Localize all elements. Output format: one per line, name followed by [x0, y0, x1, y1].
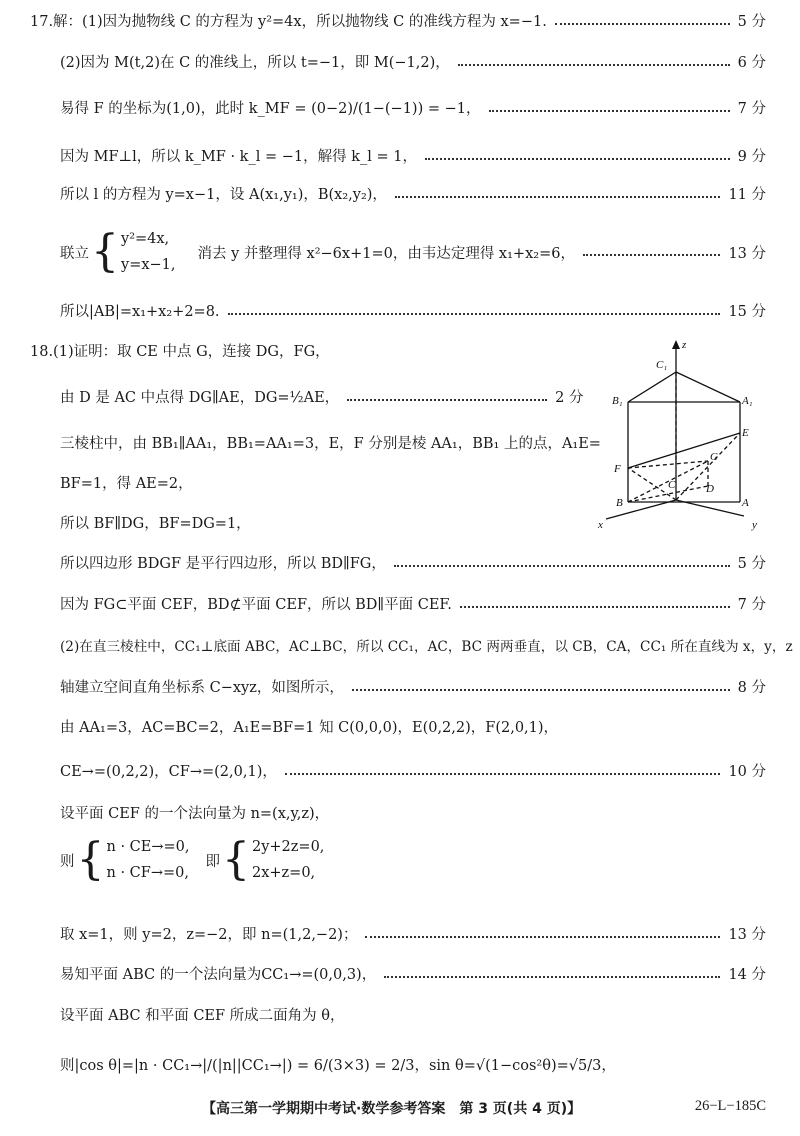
label-c: C	[668, 479, 676, 491]
line-18-2: 由 D 是 AC 中点得 DG∥AE，DG=½AE， 2 分	[60, 386, 584, 407]
line-18-1: 18.(1)证明：取 CE 中点 G，连接 DG，FG，	[30, 344, 330, 360]
line-17-7: 所以|AB|=x₁+x₂+2=8. 15 分	[60, 300, 766, 321]
line-18-4: BF=1，得 AE=2，	[60, 476, 193, 492]
line-18-8: (2)在直三棱柱中，CC₁⊥底面 ABC，AC⊥BC，所以 CC₁，AC，BC 两两垂直，以 CB，CA，CC₁ 所在直线为 x，y，z	[60, 639, 793, 655]
score: 6 分	[737, 55, 766, 71]
score: 8 分	[737, 680, 766, 696]
equation-system: y²=4x, y=x−1,	[121, 231, 176, 273]
line-17-2: (2)因为 M(t,2)在 C 的准线上，所以 t=−1，即 M(−1,2)， 6 分	[60, 51, 766, 72]
equation-system: 2y+2z=0, 2x+z=0,	[251, 839, 325, 881]
line-17-5: 所以 l 的方程为 y=x−1，设 A(x₁,y₁)，B(x₂,y₂)， 11 分	[60, 183, 766, 204]
left-brace: {	[91, 226, 119, 277]
footer-title: 【高三第一学期期中考试·数学参考答案 第 3 页(共 4 页)】	[202, 1101, 582, 1117]
score: 9 分	[737, 149, 766, 165]
score: 11 分	[728, 187, 766, 203]
label-a1: A₁	[742, 395, 753, 407]
label-y: y	[752, 519, 757, 531]
score: 14 分	[728, 967, 766, 983]
left-brace: {	[76, 834, 105, 885]
label-x: x	[598, 519, 603, 531]
line-18-10: 由 AA₁=3，AC=BC=2，A₁E=BF=1 知 C(0,0,0)，E(0,2,2)，F(2,0,1)，	[60, 720, 559, 736]
score: 7 分	[737, 597, 766, 613]
score: 10 分	[728, 764, 766, 780]
left-brace: {	[221, 834, 250, 885]
line-18-5: 所以 BF∥DG，BF=DG=1，	[60, 516, 251, 532]
label-a: A	[742, 497, 749, 509]
line-18-17: 则|cos θ|=|n · CC₁→|/(|n||CC₁→|) = 6/(3×3) = 2/3，sin θ=√(1−cos²θ)=√5/3，	[60, 1058, 616, 1074]
score: 5 分	[737, 556, 766, 572]
label-z: z	[682, 339, 687, 351]
edge-c1b1	[628, 372, 676, 402]
label-b: B	[616, 497, 623, 509]
line-17-1: 17.解：(1)因为抛物线 C 的方程为 y²=4x，所以抛物线 C 的准线方程为 x=−1. 5 分	[30, 10, 766, 31]
line-18-12: 设平面 CEF 的一个法向量为 n=(x,y,z)，	[60, 806, 330, 822]
line-18-3: 三棱柱中，由 BB₁∥AA₁，BB₁=AA₁=3，E，F 分别是棱 AA₁，BB₁ 上的点，A₁E=	[60, 436, 601, 452]
line-17-4: 因为 MF⊥l，所以 k_MF · k_l = −1，解得 k_l = 1， 9 分	[60, 145, 766, 166]
footer-code: 26−L−185C	[694, 1098, 766, 1114]
line-18-9: 轴建立空间直角坐标系 C−xyz，如图所示， 8 分	[60, 676, 766, 697]
z-arrow	[672, 340, 680, 349]
score: 7 分	[737, 101, 766, 117]
line-18-11: CE→=(0,2,2)，CF→=(2,0,1)， 10 分	[60, 760, 766, 781]
line-18-13: 则 { n · CE→=0, n · CF→=0, 即 { 2y+2z=0, 2x+z=0,	[60, 834, 325, 885]
equation-system: n · CE→=0, n · CF→=0,	[106, 839, 190, 881]
label-g: G	[710, 451, 718, 463]
label-e: E	[742, 427, 749, 439]
edge-c1a1	[676, 372, 740, 402]
label-b1: B₁	[612, 395, 623, 407]
prism-figure	[592, 336, 774, 532]
label-f: F	[614, 463, 621, 475]
score: 13 分	[728, 245, 766, 262]
score: 13 分	[728, 927, 766, 943]
label-d: D	[706, 483, 714, 495]
score: 5 分	[737, 14, 766, 30]
line-18-15: 易知平面 ABC 的一个法向量为CC₁→=(0,0,3)， 14 分	[60, 963, 766, 984]
score: 15 分	[728, 304, 766, 320]
label-c1: C₁	[656, 359, 668, 371]
line-18-6: 所以四边形 BDGF 是平行四边形，所以 BD∥FG， 5 分	[60, 552, 766, 573]
line-17-3: 易得 F 的坐标为(1,0)，此时 k_MF = (0−2)/(1−(−1)) = −1， 7 分	[60, 97, 766, 118]
line-18-16: 设平面 ABC 和平面 CEF 所成二面角为 θ，	[60, 1008, 345, 1024]
line-17-6: 联立 { y²=4x, y=x−1, 消去 y 并整理得 x²−6x+1=0，由韦达定理得 x₁+x₂=6， 13 分	[60, 226, 766, 277]
line-18-7: 因为 FG⊂平面 CEF，BD⊄平面 CEF，所以 BD∥平面 CEF. 7 分	[60, 593, 766, 614]
score: 2 分	[555, 390, 584, 406]
line-18-14: 取 x=1，则 y=2，z=−2，即 n=(1,2,−2)； 13 分	[60, 923, 766, 944]
